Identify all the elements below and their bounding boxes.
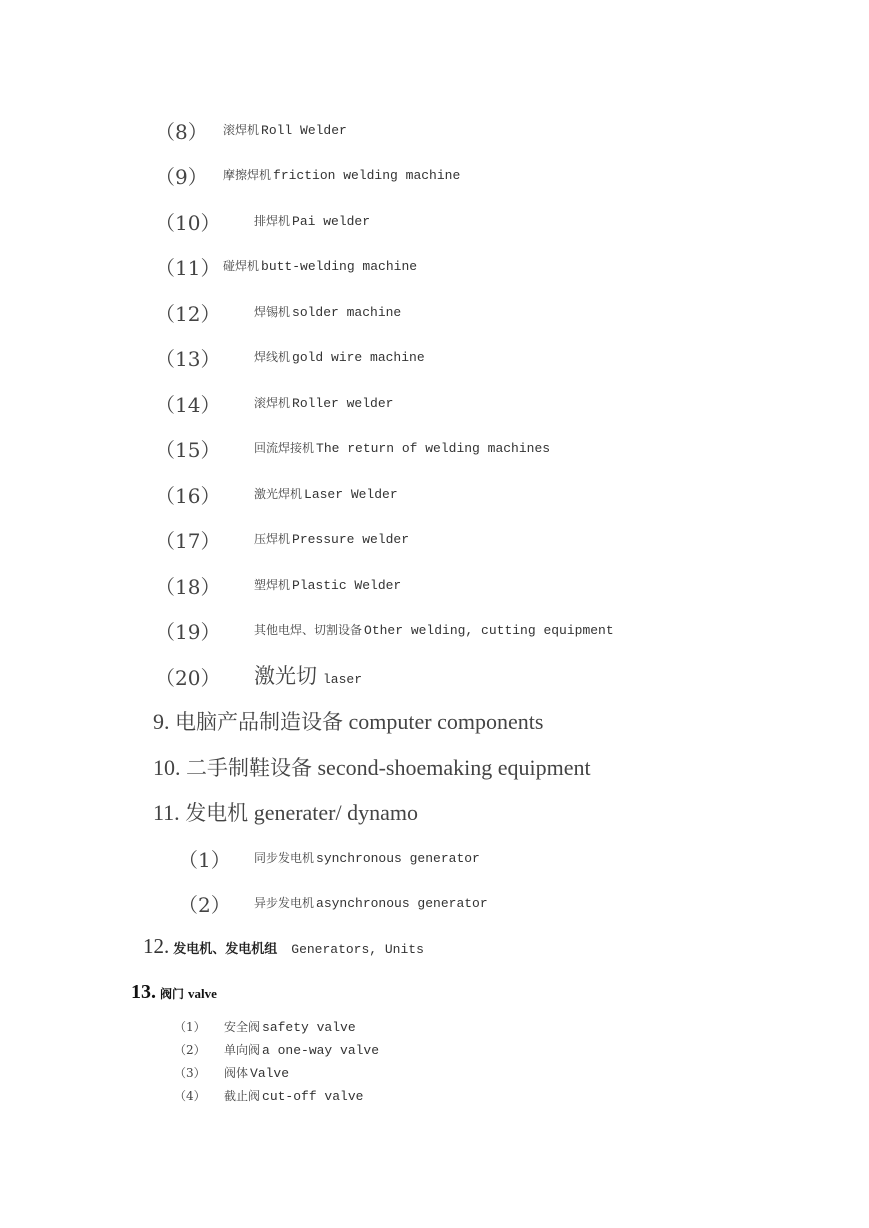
item-chinese: 激光焊机 xyxy=(254,487,303,501)
heading-chinese: 发电机、发电机组 xyxy=(173,942,278,957)
item-chinese: 滚焊机 xyxy=(223,123,260,137)
item-number: （1） xyxy=(178,848,231,872)
item-english: safety valve xyxy=(262,1020,356,1035)
item-number: （3） xyxy=(174,1066,206,1080)
item-chinese: 单向阀 xyxy=(224,1043,261,1057)
item-chinese: 塑焊机 xyxy=(254,578,291,592)
item-number: （19） xyxy=(155,620,221,644)
heading-number: 12. xyxy=(143,934,170,958)
item-english: friction welding machine xyxy=(273,168,461,183)
item-english: Pressure welder xyxy=(292,532,410,547)
item-english: The return of welding machines xyxy=(316,441,551,456)
heading-english: generater/ dynamo xyxy=(253,800,418,825)
section-heading-13 xyxy=(131,981,217,1004)
item-number: （13） xyxy=(155,347,221,371)
item-english: laser xyxy=(323,672,363,687)
item-english: asynchronous generator xyxy=(316,896,488,911)
item-number: （1） xyxy=(174,1020,206,1034)
list-item xyxy=(174,1087,363,1105)
item-english: gold wire machine xyxy=(292,350,425,365)
item-english: Roller welder xyxy=(292,396,394,411)
item-number: （14） xyxy=(155,393,221,417)
item-chinese: 摩擦焊机 xyxy=(223,168,272,182)
item-chinese: 焊线机 xyxy=(254,350,291,364)
item-chinese: 碰焊机 xyxy=(223,259,260,273)
item-chinese: 激光切 xyxy=(254,664,317,688)
item-english: Plastic Welder xyxy=(292,578,402,593)
item-english: cut-off valve xyxy=(262,1089,364,1104)
list-item xyxy=(174,1064,289,1082)
item-chinese: 回流焊接机 xyxy=(254,441,315,455)
item-chinese: 排焊机 xyxy=(254,214,291,228)
item-chinese: 滚焊机 xyxy=(254,396,291,410)
item-chinese: 其他电焊、切割设备 xyxy=(254,623,363,637)
heading-chinese: 发电机 xyxy=(185,801,249,825)
list-item xyxy=(174,1041,379,1059)
item-chinese: 异步发电机 xyxy=(254,896,315,910)
section-heading-10 xyxy=(153,752,591,782)
heading-number: 13. xyxy=(131,981,156,1003)
heading-number: 11. xyxy=(153,800,180,825)
item-chinese: 阀体 xyxy=(224,1066,249,1080)
item-english: Other welding, cutting equipment xyxy=(364,623,614,638)
item-number: （17） xyxy=(155,529,221,553)
list-item xyxy=(174,1018,356,1036)
item-number: （2） xyxy=(174,1043,206,1057)
heading-english: Generators, Units xyxy=(291,942,424,957)
item-english: a one-way valve xyxy=(262,1043,380,1058)
item-chinese: 截止阀 xyxy=(224,1089,261,1103)
item-chinese: 同步发电机 xyxy=(254,851,315,865)
item-number: （15） xyxy=(155,438,221,462)
item-english: synchronous generator xyxy=(316,851,480,866)
heading-number: 9. xyxy=(153,709,170,734)
item-chinese: 焊锡机 xyxy=(254,305,291,319)
heading-number: 10. xyxy=(153,755,181,780)
item-number: （9） xyxy=(155,165,208,189)
section-heading-11 xyxy=(153,797,418,827)
section-heading-12 xyxy=(143,934,424,959)
item-number: （18） xyxy=(155,575,221,599)
item-number: （8） xyxy=(155,120,208,144)
section-heading-9 xyxy=(153,706,543,736)
heading-chinese: 阀门 xyxy=(160,987,185,1001)
item-english: Roll Welder xyxy=(261,123,347,138)
item-english: Valve xyxy=(250,1066,290,1081)
item-english: Laser Welder xyxy=(304,487,398,502)
item-chinese: 压焊机 xyxy=(254,532,291,546)
heading-english: computer components xyxy=(348,709,544,734)
item-number: （12） xyxy=(155,302,221,326)
item-english: butt-welding machine xyxy=(261,259,418,274)
item-number: （2） xyxy=(178,893,231,917)
item-number: （11） xyxy=(155,256,221,280)
item-number: （16） xyxy=(155,484,221,508)
heading-english: second-shoemaking equipment xyxy=(317,755,591,780)
heading-chinese: 二手制鞋设备 xyxy=(186,756,312,780)
heading-chinese: 电脑产品制造设备 xyxy=(175,710,343,734)
item-number: （10） xyxy=(155,211,221,235)
heading-english: valve xyxy=(188,986,217,1001)
item-number: （4） xyxy=(174,1089,206,1103)
item-english: Pai welder xyxy=(292,214,371,229)
item-english: solder machine xyxy=(292,305,402,320)
item-chinese: 安全阀 xyxy=(224,1020,261,1034)
item-number: （20） xyxy=(155,666,221,690)
